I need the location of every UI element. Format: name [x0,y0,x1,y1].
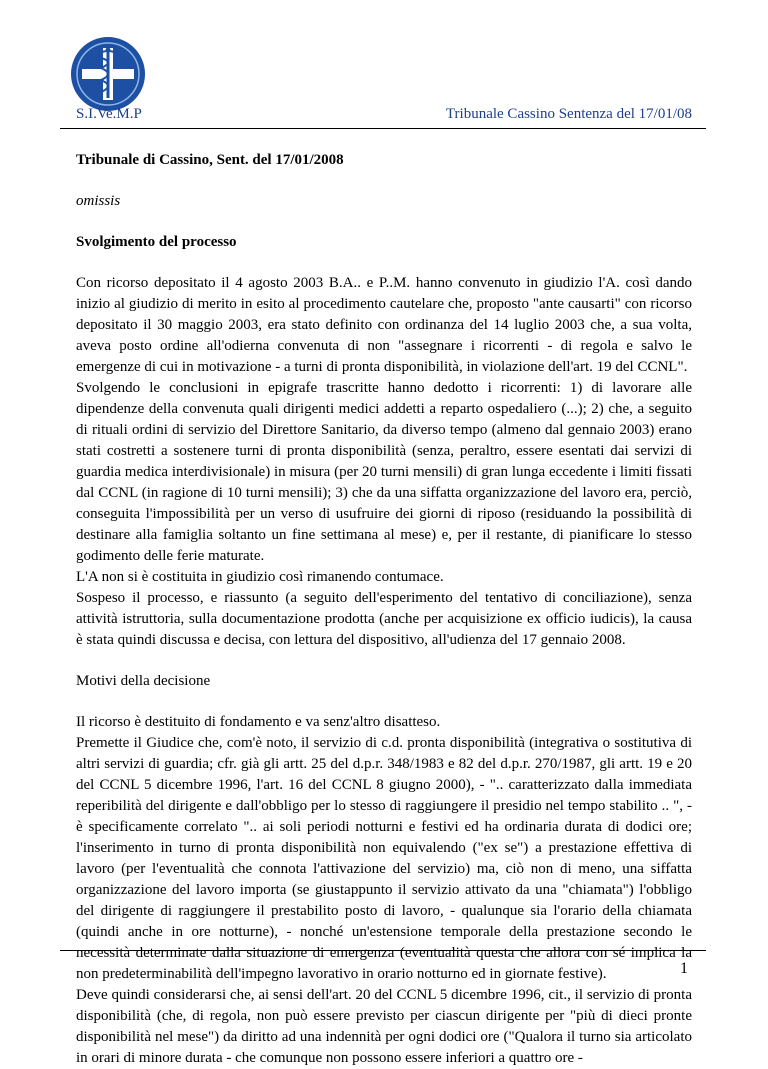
page-number: 1 [680,960,688,977]
paragraph: Sospeso il processo, e riassunto (a seguito dell'esperimento del tentativo di conciliazione), senza attività istruttoria, sulla documentazione prodotta (anche per acquisizione ex officio iudicis), la causa è stata quindi discussa e decisa, con lettura del dispositivo, all'udienza del 17 gennaio 2008. [76,590,692,648]
document-title: Tribunale di Cassino, Sent. del 17/01/2008 [76,152,344,168]
paragraph: Il ricorso è destituito di fondamento e va senz'altro disatteso. [76,714,441,730]
omissis-note: omissis [76,193,121,209]
paragraph: Deve quindi considerarsi che, ai sensi dell'art. 20 del CCNL 5 dicembre 1996, cit., il servizio di pronta disponibilità (che, di regola, non può essere previsto per ciascun dirigente per "più di dieci pronte disponibilità nel mese") da diritto ad una indennità per ogni dodici ore ("Qualora il turno sia articolato in orari di minore durata - che comunque non possono essere inferiori a quattro ore - [76,987,692,1066]
paragraph: Premette il Giudice che, com'è noto, il servizio di c.d. pronta disponibilità (integrativa o sostitutiva di altri servizi di guardia; cfr. già gli artt. 25 del d.p.r. 348/1983 e 82 del d.p.r. 270/1987, gli artt. 19 e 20 del CCNL 5 dicembre 1996, l'art. 16 del CCNL 8 giugno 2000), - ".. caratterizzato dalla immediata reperibilità del dirigente e dall'obbligo per lo stesso di raggiungere il presidio nel tempo stabilito .. ", - è specificamente correlato ".. ai soli periodi notturni e festivi ed ha ordinaria durata di dodici ore; l'inserimento in turno di pronta disponibilità non equivalendo ("ex se") a prestazione effettiva di lavoro (per l'eventualità che connota l'attivazione del servizio) ma, ciò non di meno, una siffatta organizzazione del lavoro importa (se giustappunto il servizio attivato da una "chiamata") l'obbligo del dirigente di raggiungere il prestabilito posto di lavoro, - qualunque sia l'orario della chiamata (quindi anche in ore notturne), - nonché un'estensione temporale della prestazione secondo le necessità determinate dalla situazione di emergenza (eventualità questa che allora con sé implica la non predeterminabilità dell'impegno lavorativo in orario notturno ed in giornate festive). [76,735,692,982]
paragraph: Con ricorso depositato il 4 agosto 2003 B.A.. e P..M. hanno convenuto in giudizio l'A. così dando inizio al giudizio di merito in esito al procedimento cautelare che, proposto "ante causarti" con ricorso depositato il 30 maggio 2003, era stato definito con ordinanza del 14 luglio 2003 che, a sua volta, aveva posto ordine all'odierna convenuta di non "assegnare i ricorrenti - di regola e salvo le emergenze di cui in motivazione - a turni di pronta disponibilità, in violazione dell'art. 19 del CCNL". [76,275,692,375]
paragraph: L'A non si è costituita in giudizio così rimanendo contumace. [76,569,444,585]
header-divider [60,128,706,129]
header-document-reference: Tribunale Cassino Sentenza del 17/01/08 [445,106,692,122]
section-heading-svolgimento: Svolgimento del processo [76,234,237,250]
section-heading-motivi: Motivi della decisione [76,673,211,689]
header-organization: S.I.Ve.M.P [76,106,142,122]
footer-divider [60,950,706,951]
paragraph: Svolgendo le conclusioni in epigrafe trascritte hanno dedotto i ricorrenti: 1) di lavorare alle dipendenze della convenuta quali dirigenti medici addetti a reparto ospedaliero (...); 2) che, a seguito di rituali ordini di servizio del Direttore Sanitario, da diverso tempo (almeno dal gennaio 2003) erano stati costretti a sostenere turni di pronta disponibilità (senza, peraltro, essere esentati dai servizi di guardia medica interdivisionale) in misura (per 20 turni mensili) di gran lunga eccedente i limiti fissati dal CCNL (in ragione di 10 turni mensili); 3) che da una siffatta organizzazione del lavoro era, perciò, conseguita l'impossibilità per un verso di usufruire dei giorni di riposo (residuando la possibilità di destinare alla famiglia soltanto un fine settimana al mese) e, per il restante, di pianificare lo stesso godimento delle ferie maturate. [76,380,692,564]
caduceus-cross-logo-icon [70,36,146,112]
document-body [76,140,692,1069]
